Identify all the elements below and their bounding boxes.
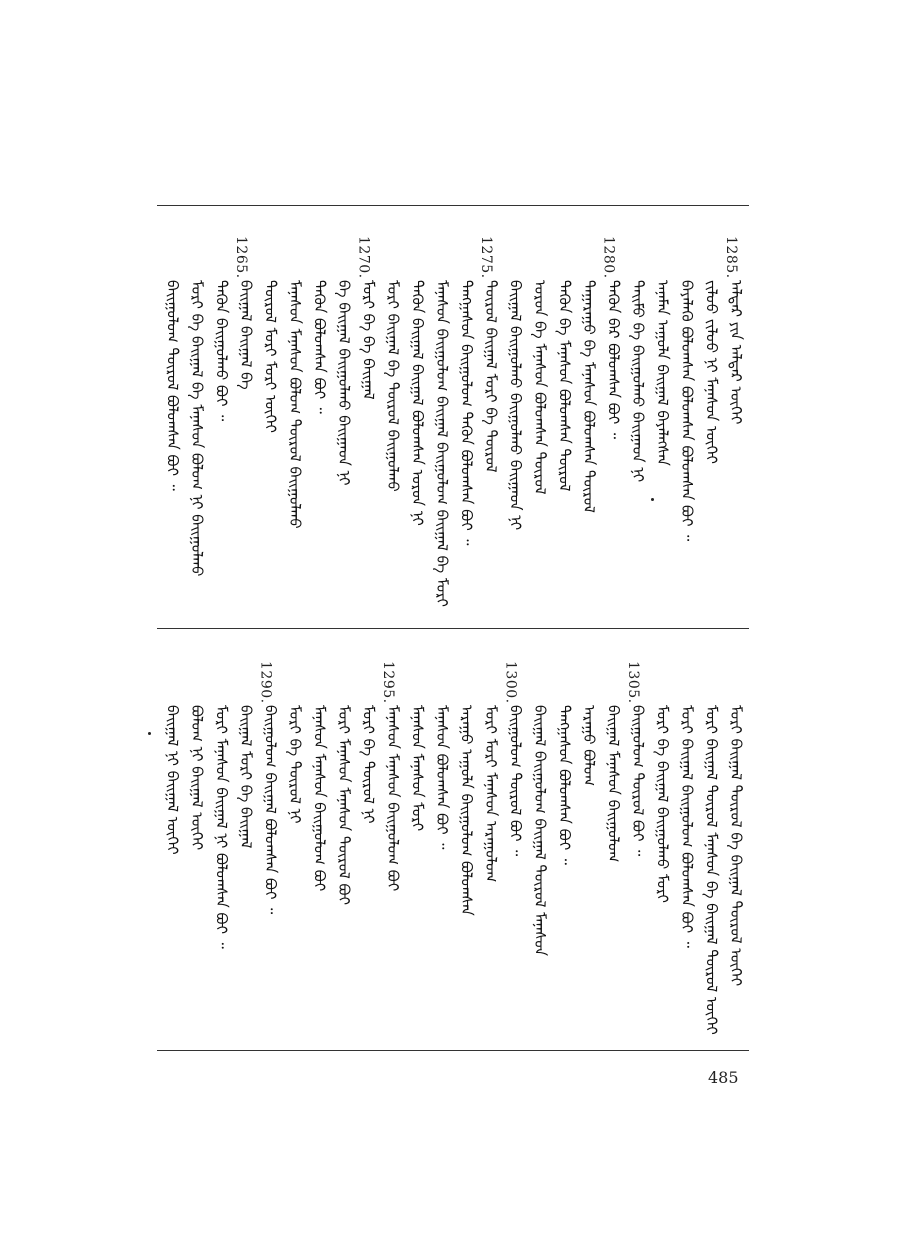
verse-line: ᠪᠣᠯᠤᠭ ᠨᠢ ᠪᠠᠢᠭᠠᠯ ᠦᠭᠡᠢ <box>188 705 206 851</box>
verse-line: ᠮᠣᠷᠢ ᠪᠠᠢᠭᠠᠯ ᠪᠠᠢᠭᠤᠯᠤᠭ ᠪᠣᠯᠤᠭᠰᠠᠨ ᠪᠤᠢ ᠃ <box>678 705 696 948</box>
line-number: 1295. <box>380 661 396 704</box>
verse-line: ᠲᠡᠭᠦᠨ ᠪᠡ ᠮᠠᠨᠠᠰᠤᠨ ᠪᠣᠯᠤᠭᠰᠠᠨ ᠲᠦᠷᠦᠯ <box>555 280 574 492</box>
verse-line: ᠪᠠᠢᠭᠤᠯᠤᠭ ᠲᠦᠷᠦᠯ ᠪᠤᠢ ᠃ <box>629 705 647 857</box>
verse-line: ᠲᠡᠢᠮᠦ ᠪᠡ ᠪᠠᠢᠭᠤᠯᠬᠤ ᠪᠠᠢᠭᠠᠳ ᠨᠢ <box>629 280 647 483</box>
line-number: 1300. <box>502 661 519 704</box>
verse-line: ᠪᠠᠢᠭᠤᠯᠤᠭ ᠪᠠᠢᠭᠠᠯ ᠪᠣᠯᠤᠭᠰᠠᠨ ᠪᠤᠢ ᠃ <box>261 705 280 915</box>
verse-line: ᠲᠠᠭᠠᠷᠠᠭᠤ ᠪᠡ ᠮᠠᠨᠠᠰᠤᠨ ᠪᠣᠯᠤᠭᠰᠠᠨ ᠲᠦᠷᠦᠯ <box>580 280 598 513</box>
verse-line: ᠮᠠᠨᠠᠰᠤᠨ ᠪᠠᠢᠭᠤᠯᠤᠭ ᠪᠠᠢᠭᠠᠯ ᠪᠠᠢᠭᠤᠯᠤᠭ ᠪᠠᠢᠭᠠᠯ ᠪᠠ ᠮᠣᠷᠢ <box>433 280 451 607</box>
verse-line: ᠠᠨᠠᠮᠠᠨ ᠠᠭᠤᠯᠠ ᠪᠠᠢᠭᠠᠯ ᠪᠡᠶᠡᠯᠡᠭᠰᠡᠨ <box>653 280 672 466</box>
verse-line: ᠮᠣᠷᠢ ᠪᠠᠢᠭᠠᠯ ᠪᠠ ᠲᠦᠷᠦᠯ ᠪᠠᠢᠭᠤᠯᠬᠤ <box>384 280 402 492</box>
top-rule <box>157 205 749 206</box>
verse-line: ᠪᠠᠢᠭᠠᠯ ᠪᠠᠢᠭᠤᠯᠬᠤ ᠪᠠᠢᠭᠤᠯᠬᠤ ᠪᠠᠢᠭᠠᠳ ᠨᠢ <box>506 280 525 531</box>
verse-line: ᠲᠡᠭᠦᠨ ᠪᠠᠢᠭᠤᠯᠬᠤ ᠪᠤᠢ ᠃ <box>212 280 231 422</box>
verse-line: ᠵᠢᠯᠤᠣ ᠵᠢᠯᠤᠣ ᠨᠢ ᠮᠠᠨᠠᠰᠤᠨ ᠦᠭᠡᠢ <box>702 280 721 464</box>
bottom-rule <box>157 1050 749 1051</box>
verse-line: ᠮᠣᠷᠢ ᠪᠡ ᠪᠠᠢᠭᠠᠯ ᠪᠠᠢᠭᠤᠯᠬᠤ ᠮᠣᠷᠢ <box>653 705 672 903</box>
verse-column <box>156 240 186 610</box>
verse-line: ᠪᠠᠢᠭᠤᠯᠤᠭ ᠲᠦᠷᠦᠯ ᠪᠤᠢ ᠃ <box>506 705 525 857</box>
verse-line: ᠲᠡᠭᠦᠨ ᠪᠣᠯᠤᠭᠰᠠᠨ ᠪᠤᠢ ᠃ <box>310 280 329 414</box>
verse-line: ᠠᠷᠠᠭᠤ ᠠᠭᠤᠯᠠ ᠪᠠᠢᠭᠤᠯᠤᠭ ᠪᠣᠯᠤᠭᠰᠠᠨ <box>457 705 476 916</box>
print-dot <box>148 732 151 735</box>
verse-line: ᠣᠷᠣᠨ ᠪᠡ ᠮᠠᠨᠠᠰᠤᠨ ᠪᠣᠯᠤᠭᠰᠠᠨ ᠲᠦᠷᠦᠯ <box>531 280 549 495</box>
verse-line: ᠪᠠᠢᠭᠠᠯ ᠪᠠᠢᠭᠠᠯ ᠪᠡ <box>237 280 255 390</box>
line-number: 1285. <box>723 236 739 279</box>
verse-line: ᠮᠠᠨᠠᠰᠤᠨ ᠮᠠᠨᠠᠰᠤᠨ ᠪᠠᠢᠭᠤᠯᠤᠭ ᠪᠤᠢ <box>384 705 402 892</box>
verse-line: ᠮᠣᠷᠢ ᠪᠡ ᠪᠠᠢᠭᠠᠯ ᠪᠡ ᠮᠠᠨᠠᠰᠤᠨ ᠪᠣᠯᠤᠭ ᠨᠢ ᠪᠠᠢᠭᠤᠯᠬᠤ <box>188 280 206 577</box>
verse-line: ᠠᠯᠳᠠᠷ ᠶᠢᠨ ᠠᠯᠳᠠᠷ ᠦᠭᠡᠢ <box>727 280 745 425</box>
verse-line: ᠮᠠᠨᠠᠰᠤᠨ ᠮᠠᠨᠠᠰᠤᠨ ᠮᠣᠷᠢ <box>408 705 427 832</box>
line-number: 1280. <box>600 236 617 279</box>
verse-line: ᠮᠣᠷᠢ ᠪᠠᠢᠭᠠᠯ ᠲᠦᠷᠦᠯ ᠮᠠᠨᠠᠰᠤᠨ ᠪᠡ ᠪᠠᠢᠭᠠᠯ ᠲᠦᠷᠦᠯ ᠦᠭᠡᠢ <box>702 705 721 1035</box>
verse-line: ᠠᠷᠠᠭᠤ ᠪᠣᠯᠤᠭ <box>580 705 598 787</box>
line-number: 1270. <box>355 236 372 279</box>
verse-line: ᠲᠡᠭᠦᠨ ᠪᠡᠷ ᠪᠣᠯᠤᠭᠰᠠᠨ ᠪᠤᠢ ᠃ <box>604 280 623 439</box>
verse-line: ᠪᠠᠢᠭᠤᠯᠤᠭ ᠲᠦᠷᠦᠯ ᠪᠣᠯᠤᠭᠰᠠᠨ ᠪᠤᠢ ᠃ <box>163 280 182 491</box>
middle-rule <box>157 628 749 629</box>
verse-line: ᠮᠣᠷᠢ ᠪᠡ ᠲᠦᠷᠦᠯ ᠨᠢ <box>286 705 304 824</box>
top-verse-block <box>157 236 749 610</box>
verse-line: ᠪᠠᠢᠭᠠᠯ ᠮᠣᠷᠢ ᠪᠡ ᠪᠠᠢᠭᠠᠯ <box>237 705 255 849</box>
verse-line: ᠪᠠᠢᠭᠠᠯ ᠪᠠᠢᠭᠤᠯᠤᠭ ᠪᠠᠢᠭᠠᠯ ᠲᠦᠷᠦᠯ ᠮᠠᠨᠠᠰᠤᠨ <box>531 705 549 957</box>
verse-line: ᠮᠣᠷᠢ ᠮᠣᠷᠢ ᠮᠠᠨᠠᠰᠤᠨ ᠠᠷᠠᠭᠤᠯᠤᠭ <box>482 705 500 883</box>
verse-line: ᠮᠣᠷᠢ ᠮᠠᠨᠠᠰᠤᠨ ᠮᠠᠨᠠᠰᠤᠨ ᠲᠦᠷᠦᠯ ᠪᠤᠢ <box>335 705 353 906</box>
verse-column <box>156 665 186 1035</box>
verse-line: ᠮᠣᠷᠢ ᠪᠠᠢᠭᠠᠯ ᠲᠦᠷᠦᠯ ᠪᠡ ᠪᠠᠢᠭᠠᠯ ᠲᠦᠷᠦᠯ ᠦᠭᠡᠢ <box>727 705 745 987</box>
line-number: 1290. <box>257 661 274 704</box>
line-number: 1265. <box>233 236 249 279</box>
line-number: 1275. <box>478 236 494 279</box>
verse-line: ᠮᠣᠷᠢ ᠮᠠᠨᠠᠰᠤᠨ ᠪᠠᠢᠭᠠᠯ ᠨᠢ ᠪᠣᠯᠤᠭᠰᠠᠨ ᠪᠤᠢ ᠃ <box>212 705 231 949</box>
verse-line: ᠲᠠᠩᠭᠠᠰᠤᠨ ᠪᠠᠢᠭᠤᠯᠤᠭ ᠲᠡᠭᠦᠨ ᠪᠣᠯᠤᠭᠰᠠᠨ ᠪᠤᠢ ᠃ <box>457 280 476 546</box>
verse-line: ᠲᠡᠭᠦᠨ ᠪᠠᠢᠭᠠᠯ ᠪᠠᠢᠭᠠᠯ ᠪᠣᠯᠤᠭᠰᠠᠨ ᠣᠷᠣᠨ ᠨᠢ <box>408 280 427 526</box>
verse-line: ᠮᠣᠷᠢ ᠪᠡ ᠲᠦᠷᠦᠯ ᠨᠢ <box>359 705 378 824</box>
verse-line: ᠲᠦᠷᠦᠯ ᠪᠠᠢᠭᠠᠯ ᠮᠣᠷᠢ ᠪᠠ ᠲᠦᠷᠦᠯ <box>482 280 500 473</box>
verse-line: ᠪᠠᠢᠭᠠᠯ ᠨᠢ ᠪᠠᠢᠭᠠᠯ ᠦᠭᠡᠢ <box>163 705 182 855</box>
bottom-verse-block <box>157 661 749 1035</box>
verse-line: ᠮᠠᠨᠠᠰᠤᠨ ᠪᠣᠯᠤᠭᠰᠠᠨ ᠪᠤᠢ ᠃ <box>433 705 451 850</box>
verse-line: ᠮᠣᠷᠢ ᠪᠡ ᠪᠡ ᠪᠠᠢᠭᠠᠯ <box>359 280 378 400</box>
verse-line: ᠪᠡ ᠪᠠᠢᠭᠠᠯ ᠪᠠᠢᠭᠤᠯᠬᠤ ᠪᠠᠢᠭᠠᠳ ᠨᠢ <box>335 280 353 486</box>
print-dot <box>651 498 654 501</box>
verse-line: ᠮᠠᠨᠠᠰᠤᠨ ᠮᠠᠨᠠᠰᠤᠨ ᠪᠠᠢᠭᠤᠯᠤᠭ ᠪᠤᠢ <box>310 705 329 892</box>
verse-line: ᠮᠠᠨᠠᠰᠤᠨ ᠮᠠᠨᠠᠰᠤᠨ ᠪᠣᠯᠤᠭ ᠲᠦᠷᠦᠯ ᠪᠠᠢᠭᠤᠯᠬᠤ <box>286 280 304 529</box>
line-number: 1305. <box>625 661 641 704</box>
verse-line: ᠪᠡᠶᠡᠯᠡᠬᠦ ᠪᠣᠯᠤᠭᠰᠠᠨ ᠪᠣᠯᠤᠭᠰᠠᠨ ᠪᠣᠯᠤᠭᠰᠠᠨ ᠪᠤᠢ ᠃ <box>678 280 696 542</box>
verse-line: ᠪᠠᠢᠭᠠᠯ ᠮᠠᠨᠠᠰᠤᠨ ᠪᠠᠢᠭᠤᠯᠤᠭ <box>604 705 623 863</box>
verse-line: ᠲᠦᠷᠦᠯ ᠮᠣᠷᠢ ᠮᠣᠷᠢ ᠦᠭᠡᠢ <box>261 280 280 433</box>
verse-line: ᠲᠠᠩᠭᠠᠰᠤᠨ ᠪᠣᠯᠤᠭᠰᠠᠨ ᠪᠤᠢ ᠃ <box>555 705 574 865</box>
page-number: 485 <box>708 1068 739 1087</box>
